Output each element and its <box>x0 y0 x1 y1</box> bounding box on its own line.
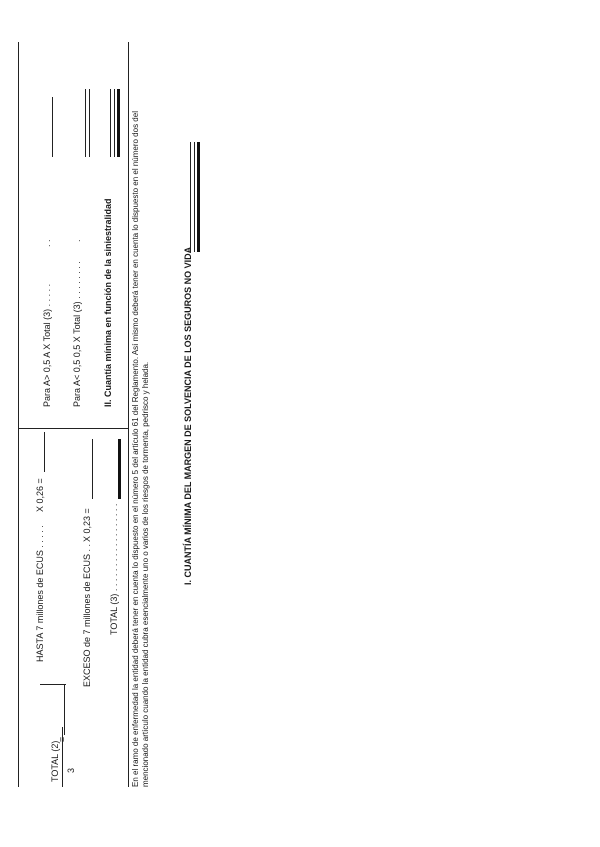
total2-denominator: 3 <box>66 767 76 773</box>
rowA-dots: . . <box>42 239 52 247</box>
total2-label: TOTAL (2) <box>50 740 60 782</box>
table-bottom-border <box>128 42 129 787</box>
rowB-value-line <box>85 89 90 157</box>
table-top-border <box>18 42 19 787</box>
section2-title: II. Cuantía mínima en función de la siniestralidad <box>103 198 113 407</box>
row2-factor: X 0,23 = <box>82 508 92 542</box>
row2-label: EXCESO de 7 millones de ECUS . . <box>82 543 92 687</box>
total2-value-line <box>64 685 65 735</box>
footnote-line-2: mencionado artículo cuando la entidad cubra esencialmente uno o varios de los riesgos de tormenta, pedrisco y helada. <box>141 361 150 787</box>
total3-value-line <box>118 439 121 499</box>
rowA-value-line <box>52 97 53 157</box>
rowA-label: Para A> 0,5 A X Total (3) . . . . . <box>42 283 52 407</box>
table-column-divider <box>18 428 128 429</box>
row1-value-line <box>44 432 45 472</box>
total2-equals: = <box>57 736 67 742</box>
row2-value-line <box>92 439 93 499</box>
total3-label: TOTAL (3) . . . . . . . . . . . . . . . . . . <box>109 503 119 635</box>
row1-factor: X 0,26 = <box>35 478 45 512</box>
section1-value-line <box>190 142 195 252</box>
section1-title: I. CUANTÍA MÍNIMA DEL MARGEN DE SOLVENCIA DE LOS SEGUROS NO VIDA <box>183 246 193 585</box>
rowB-dots: . <box>72 239 82 242</box>
total2-value-tick <box>40 684 66 685</box>
footnote-line-1: En el ramo de enfermedad la entidad deberá tener en cuenta lo dispuesto en el número 5 del artículo 61 del Reglamento. Así mismo deberá tener en cuenta lo dispuesto en el número dos del <box>131 111 140 787</box>
rowB-label: Para A< 0,5 0,5 X Total (3) . . . . . . . . <box>72 261 82 407</box>
row1-label: HASTA 7 millones de ECUS . . . . . <box>35 525 45 662</box>
section2-value-line <box>110 89 115 157</box>
section1-value-line-bold <box>197 142 200 252</box>
section2-value-line-bold <box>117 89 120 157</box>
